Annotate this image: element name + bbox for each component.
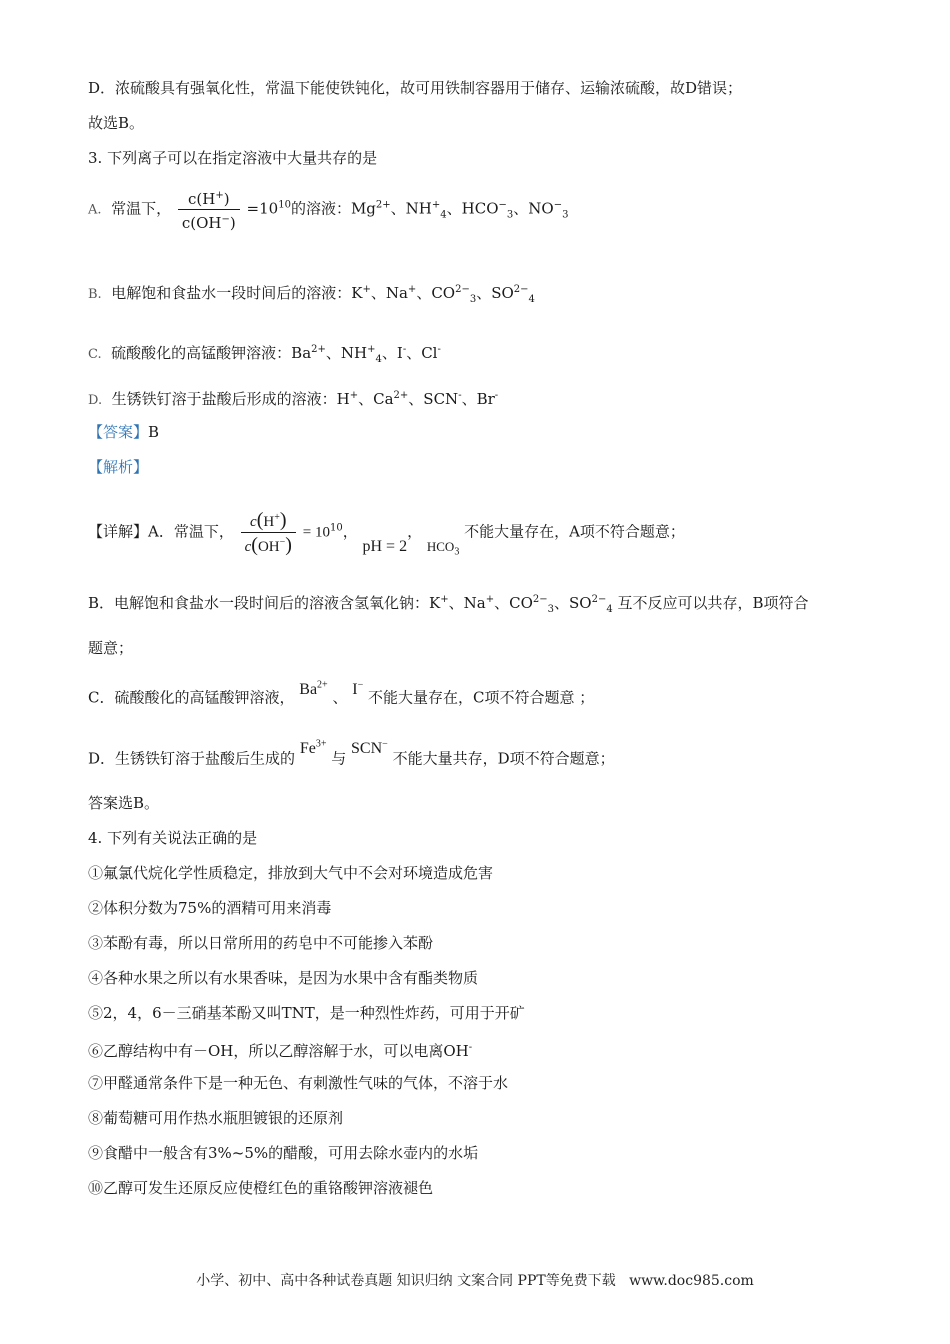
detail-text: 不能大量存在，A项不符合题意； — [464, 522, 685, 541]
sup: − — [498, 199, 507, 211]
option-label: A. — [88, 202, 102, 218]
ion: 、NO — [513, 199, 554, 218]
detail-text: 不能大量存在，C项不符合题意 ； — [368, 688, 595, 707]
eq: =10 — [246, 199, 279, 218]
sup: + — [367, 344, 376, 355]
sup: + — [485, 594, 495, 605]
fraction: $\frac{c(H^+)}{c(OH^-)}$ — [241, 508, 296, 557]
sup: − — [279, 537, 286, 548]
list-item: ⑩乙醇可发生还原反应使橙红色的重铬酸钾溶液褪色 — [88, 1179, 434, 1197]
option-b — [88, 280, 535, 310]
footer-link[interactable]: www.doc985.com — [629, 1273, 754, 1289]
detail-a — [88, 508, 685, 557]
sup: − — [382, 739, 388, 750]
footer-text: 小学、初中、高中各种试卷真题 知识归纳 文案合同 PPT等免费下载 — [196, 1273, 616, 1289]
sup: 2− — [532, 594, 548, 605]
answer-conclusion: 答案选B。 — [88, 794, 160, 812]
ion: 、Ca — [358, 390, 394, 408]
sub: 4 — [606, 604, 613, 615]
ion: 、HCO — [446, 199, 499, 218]
ion: 、CO — [416, 284, 456, 302]
detail-text: 互不反应可以共存，B项符合 — [617, 594, 809, 612]
sup: + — [440, 594, 449, 605]
sub: 4 — [375, 354, 382, 365]
frac-den: c — [244, 539, 252, 555]
frac-num-end: ) — [223, 190, 230, 208]
sup: 2− — [455, 284, 470, 295]
detail-text: 不能大量共存，D项不符合题意； — [392, 749, 615, 768]
frac-den: OH — [257, 539, 280, 555]
option-text: 电解饱和食盐水一段时间后的溶液：K — [111, 284, 363, 302]
sup: - — [437, 344, 441, 355]
answer-tag: 【答案】 — [88, 423, 149, 441]
sup: + — [407, 284, 417, 295]
sup: 2+ — [311, 344, 326, 355]
detail-c — [88, 680, 595, 708]
ion: 、SCN — [408, 390, 459, 408]
footer — [0, 1270, 950, 1290]
option-text: 硫酸酸化的高锰酸钾溶液：Ba — [111, 344, 312, 362]
option-label: B. — [88, 287, 102, 302]
detail-text: B．电解饱和食盐水一段时间后的溶液含氢氧化钠：K — [88, 594, 441, 612]
text-line: 故选B。 — [88, 114, 145, 132]
sup: + — [431, 199, 441, 211]
ion: 、NH — [390, 199, 432, 218]
ion: 、SO — [554, 594, 592, 612]
eq: = 10 — [302, 524, 330, 541]
sup: - — [468, 1042, 473, 1053]
option-a — [88, 186, 568, 233]
option-text: 的溶液：Mg — [290, 199, 376, 218]
sup: - — [402, 344, 407, 355]
sup: + — [274, 512, 280, 523]
answer-value: B — [148, 423, 160, 441]
sub: 3 — [454, 546, 460, 558]
option-text: 生锈铁钉溶于盐酸后形成的溶液：H — [111, 390, 350, 408]
sup: + — [362, 284, 371, 295]
sub: 4 — [528, 294, 535, 305]
ion: HCO — [426, 538, 455, 554]
list-item: ③苯酚有毒，所以日常所用的药皂中不可能掺入苯酚 — [88, 934, 434, 952]
detail-text: C．硫酸酸化的高锰酸钾溶液， — [88, 688, 295, 707]
ion: 、NH — [325, 344, 368, 362]
sup: − — [357, 680, 364, 691]
sup: 2+ — [393, 390, 409, 401]
sub: 4 — [440, 209, 447, 221]
detail-d — [88, 739, 615, 769]
ion: 、SO — [476, 284, 514, 302]
ion: Fe — [299, 740, 316, 758]
option-c — [88, 340, 441, 370]
ph-value: pH = 2 — [362, 537, 408, 555]
list-item-text: ⑥乙醇结构中有－OH，所以乙醇溶解于水，可以电离OH — [88, 1042, 469, 1060]
fraction — [178, 186, 240, 233]
sub: 3 — [469, 294, 477, 305]
option-text: 常温下， — [111, 199, 172, 218]
sup: 2+ — [375, 199, 391, 211]
punct: ， — [342, 522, 358, 541]
sup: - — [494, 390, 499, 401]
punct: ， — [407, 522, 423, 541]
detail-text: D．生锈铁钉溶于盐酸后生成的 — [88, 749, 296, 768]
sup: 10 — [329, 522, 343, 534]
frac-num: c(H — [188, 190, 216, 208]
sup: 2− — [513, 284, 529, 295]
sup: + — [215, 190, 224, 201]
sup: 2+ — [317, 680, 328, 691]
list-item: ⑧葡萄糖可用作热水瓶胆镀银的还原剂 — [88, 1109, 344, 1127]
sub: 3 — [506, 209, 514, 221]
list-item: ⑦甲醛通常条件下是一种无色、有刺激性气味的气体，不溶于水 — [88, 1074, 509, 1092]
ion: 、CO — [494, 594, 533, 612]
ion: 、Br — [461, 390, 495, 408]
ion: Ba — [299, 681, 318, 699]
detail-text: 【详解】A．常温下， — [88, 522, 234, 541]
list-item: ①氟氯代烷化学性质稳定，排放到大气中不会对环境造成危害 — [88, 864, 494, 882]
sup: + — [349, 390, 359, 401]
list-item: ⑤2，4，6－三硝基苯酚又叫TNT，是一种烈性炸药，可用于开矿 — [88, 1004, 525, 1022]
list-item: ④各种水果之所以有水果香味，是因为水果中含有酯类物质 — [88, 969, 479, 987]
option-label: C. — [88, 347, 102, 362]
option-d — [88, 386, 498, 411]
sub: 3 — [562, 209, 569, 221]
question-3-title: 3. 下列离子可以在指定溶液中大量共存的是 — [88, 149, 378, 167]
list-item — [88, 1038, 472, 1061]
question-4-title: 4. 下列有关说法正确的是 — [88, 829, 258, 847]
text-line: D．浓硫酸具有强氧化性，常温下能使铁钝化，故可用铁制容器用于储存、运输浓硫酸，故D错误； — [88, 79, 743, 97]
detail-b — [88, 590, 809, 620]
sup: - — [458, 390, 462, 401]
ion: 、Cl — [406, 344, 438, 362]
ion: 、Na — [370, 284, 408, 302]
sup: − — [221, 214, 230, 225]
detail-text: 与 — [331, 749, 347, 768]
option-label: D. — [88, 393, 103, 408]
ion: 、Na — [448, 594, 486, 612]
sup: 2− — [591, 594, 607, 605]
ion: I — [352, 681, 358, 699]
detail-b-cont: 题意； — [88, 639, 134, 657]
ion: 、I — [381, 344, 403, 362]
frac-den: c(OH — [181, 214, 222, 232]
sup: − — [553, 199, 563, 211]
sup: 10 — [278, 199, 291, 211]
sub: 3 — [547, 604, 554, 615]
ion: SCN — [351, 740, 383, 758]
analysis-tag: 【解析】 — [88, 458, 149, 476]
sup: 3+ — [315, 739, 327, 750]
list-item: ②体积分数为75%的酒精可用来消毒 — [88, 899, 332, 917]
list-item: ⑨食醋中一般含有3%~5%的醋酸，可用去除水壶内的水垢 — [88, 1144, 479, 1162]
answer-line — [88, 422, 159, 442]
frac-num: c — [250, 514, 257, 530]
frac-num: H — [263, 514, 275, 530]
frac-den-end: ) — [229, 214, 236, 232]
punct: 、 — [332, 688, 348, 707]
